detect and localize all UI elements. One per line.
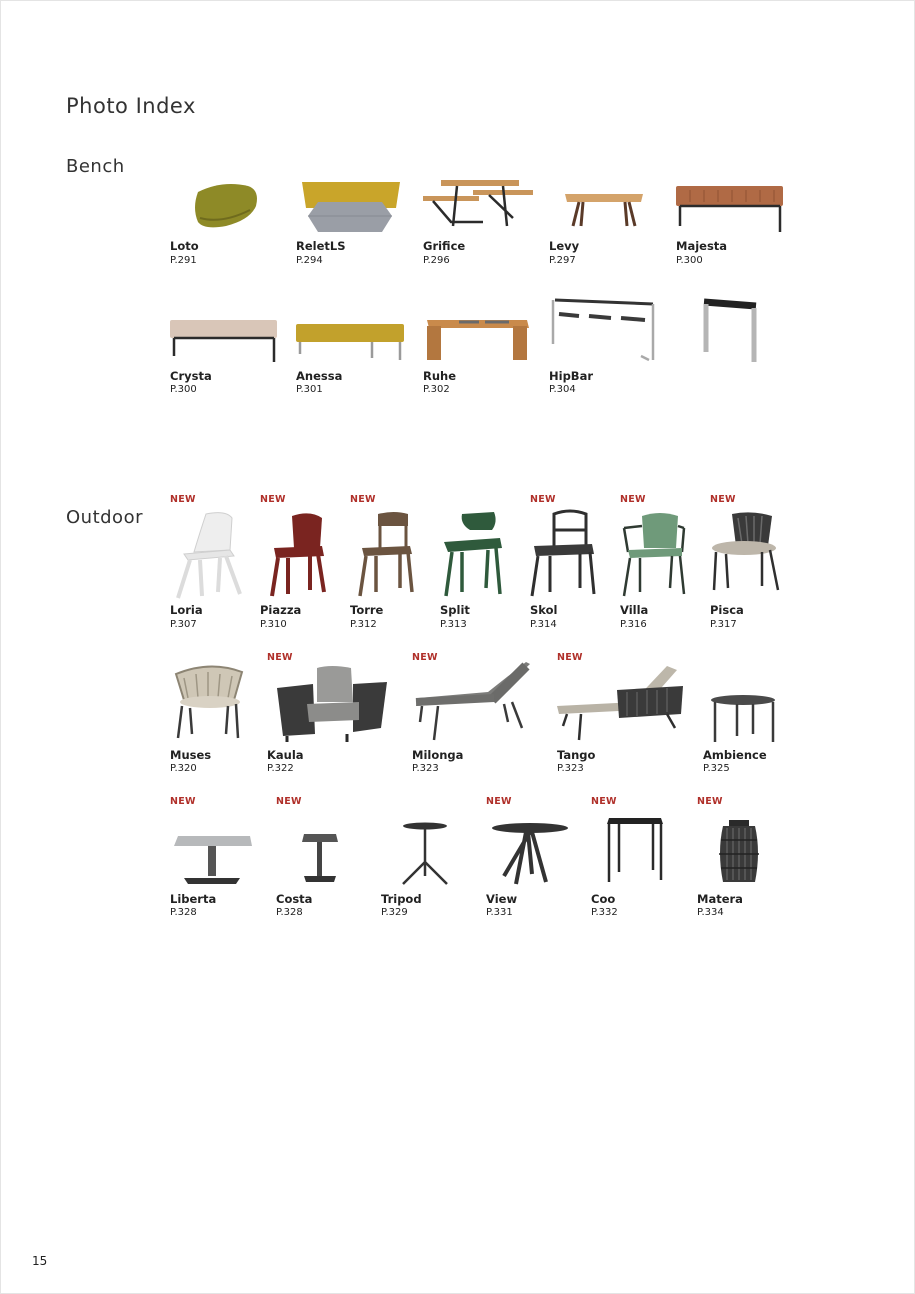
product-page: P.332 xyxy=(591,907,618,918)
product-item[interactable] xyxy=(530,494,610,634)
round-table-icon xyxy=(703,662,781,744)
new-badge: NEW xyxy=(557,652,583,663)
product-item[interactable] xyxy=(276,796,376,922)
product-item[interactable] xyxy=(557,652,687,778)
product-item[interactable] xyxy=(486,796,586,922)
product-item[interactable] xyxy=(170,494,250,634)
new-badge: NEW xyxy=(170,494,196,505)
upholstered-bench-icon xyxy=(296,306,406,364)
new-badge: NEW xyxy=(412,652,438,663)
product-name: Grifice xyxy=(423,239,466,253)
product-name: Loria xyxy=(170,603,203,617)
product-name: Loto xyxy=(170,239,199,253)
product-item[interactable] xyxy=(549,294,667,398)
product-item[interactable] xyxy=(350,494,430,634)
product-item[interactable] xyxy=(170,652,260,778)
product-item[interactable] xyxy=(296,178,414,270)
product-page: P.312 xyxy=(350,619,377,630)
product-page: P.296 xyxy=(423,255,450,266)
new-badge: NEW xyxy=(170,796,196,807)
product-page: P.302 xyxy=(423,384,450,395)
product-item[interactable] xyxy=(423,178,541,270)
product-page: P.314 xyxy=(530,619,557,630)
product-page: P.294 xyxy=(296,255,323,266)
chair-icon xyxy=(260,508,336,600)
picnic-table-icon xyxy=(423,178,535,234)
product-page: P.313 xyxy=(440,619,467,630)
product-name: Tripod xyxy=(381,892,422,906)
product-name: Milonga xyxy=(412,748,464,762)
product-page: P.300 xyxy=(676,255,703,266)
product-item[interactable] xyxy=(260,494,340,634)
product-item[interactable] xyxy=(296,306,414,398)
product-name: Tango xyxy=(557,748,596,762)
product-name: Ambience xyxy=(703,748,767,762)
lounge-chair-icon xyxy=(267,662,389,744)
product-item[interactable] xyxy=(170,178,288,270)
upholstered-bench-icon xyxy=(676,178,786,234)
product-page: P.301 xyxy=(296,384,323,395)
product-name: Liberta xyxy=(170,892,217,906)
sun-lounger-icon xyxy=(412,662,538,744)
product-page: P.316 xyxy=(620,619,647,630)
product-item[interactable] xyxy=(620,494,700,634)
lantern-icon xyxy=(697,816,783,888)
product-name: Ruhe xyxy=(423,369,457,383)
new-badge: NEW xyxy=(267,652,293,663)
new-badge: NEW xyxy=(530,494,556,505)
product-name: Anessa xyxy=(296,369,343,383)
product-item[interactable] xyxy=(696,298,766,364)
product-name: Majesta xyxy=(676,239,728,253)
product-name: Costa xyxy=(276,892,313,906)
new-badge: NEW xyxy=(276,796,302,807)
chair-icon xyxy=(530,508,606,600)
product-name: Split xyxy=(440,603,470,617)
loto-bench-icon xyxy=(170,178,280,234)
new-badge: NEW xyxy=(260,494,286,505)
square-table-icon xyxy=(591,816,677,888)
product-item[interactable] xyxy=(170,306,288,398)
product-item[interactable] xyxy=(267,652,391,778)
product-page: P.328 xyxy=(170,907,197,918)
product-page: P.317 xyxy=(710,619,737,630)
product-page: P.329 xyxy=(381,907,408,918)
page-title: Photo Index xyxy=(66,94,196,118)
new-badge: NEW xyxy=(697,796,723,807)
sun-lounger-icon xyxy=(557,662,685,744)
new-badge: NEW xyxy=(710,494,736,505)
new-badge: NEW xyxy=(620,494,646,505)
armchair-icon xyxy=(620,508,696,600)
product-name: Coo xyxy=(591,892,616,906)
product-page: P.297 xyxy=(549,255,576,266)
product-name: Muses xyxy=(170,748,212,762)
tripod-table-icon xyxy=(381,816,467,888)
product-item[interactable] xyxy=(549,178,667,270)
section-title-outdoor: Outdoor xyxy=(66,507,143,528)
product-page: P.323 xyxy=(557,763,584,774)
new-badge: NEW xyxy=(486,796,512,807)
chair-icon xyxy=(170,508,246,600)
section-title-bench: Bench xyxy=(66,156,125,177)
product-item[interactable] xyxy=(440,494,520,634)
product-item[interactable] xyxy=(591,796,691,922)
product-page: P.307 xyxy=(170,619,197,630)
product-item[interactable] xyxy=(697,796,797,922)
relet-bench-icon xyxy=(296,178,406,234)
product-page: P.320 xyxy=(170,763,197,774)
product-page: P.291 xyxy=(170,255,197,266)
product-name: Torre xyxy=(350,603,384,617)
product-item[interactable] xyxy=(676,178,794,270)
product-name: Skol xyxy=(530,603,558,617)
product-page: P.310 xyxy=(260,619,287,630)
chair-icon xyxy=(350,508,426,600)
wood-bench-icon xyxy=(549,178,659,234)
product-name: Levy xyxy=(549,239,580,253)
product-item[interactable] xyxy=(423,306,541,398)
upholstered-bench-icon xyxy=(170,306,280,364)
new-badge: NEW xyxy=(350,494,376,505)
beam-seating-icon xyxy=(549,294,659,364)
product-item[interactable] xyxy=(381,796,481,922)
product-item[interactable] xyxy=(412,652,540,778)
product-name: HipBar xyxy=(549,369,593,383)
wood-bench-icon xyxy=(423,306,533,364)
new-badge: NEW xyxy=(591,796,617,807)
page-number: 15 xyxy=(32,1254,48,1268)
product-name: Piazza xyxy=(260,603,302,617)
product-name: Villa xyxy=(620,603,649,617)
product-name: Crysta xyxy=(170,369,212,383)
rope-chair-icon xyxy=(710,508,786,600)
product-page: P.334 xyxy=(697,907,724,918)
product-name: Kaula xyxy=(267,748,304,762)
side-table-icon xyxy=(276,816,362,888)
product-page: P.300 xyxy=(170,384,197,395)
product-page: P.325 xyxy=(703,763,730,774)
product-item[interactable] xyxy=(170,796,270,922)
product-name: Matera xyxy=(697,892,743,906)
product-page: P.322 xyxy=(267,763,294,774)
product-name: Pisca xyxy=(710,603,744,617)
round-table-icon xyxy=(486,816,572,888)
product-page: P.304 xyxy=(549,384,576,395)
product-name: View xyxy=(486,892,518,906)
product-name: ReletLS xyxy=(296,239,346,253)
product-page: P.323 xyxy=(412,763,439,774)
square-table-icon xyxy=(170,816,256,888)
rope-armchair-icon xyxy=(170,662,246,744)
chair-icon xyxy=(440,508,516,600)
product-page: P.328 xyxy=(276,907,303,918)
product-item[interactable] xyxy=(703,652,799,778)
hip-bar-icon xyxy=(696,298,760,364)
product-page: P.331 xyxy=(486,907,513,918)
product-item[interactable] xyxy=(710,494,790,634)
